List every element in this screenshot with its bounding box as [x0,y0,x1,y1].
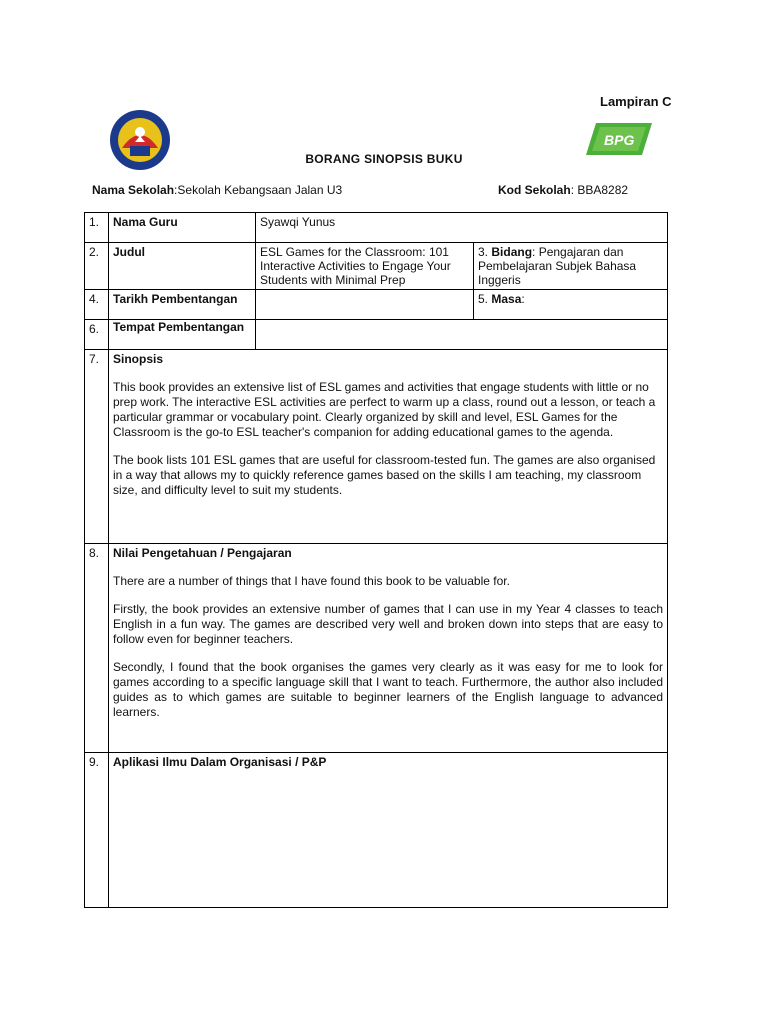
bpg-logo-text: BPG [604,132,635,148]
nilai-paragraph: There are a number of things that I have found this book to be valuable for. [113,574,510,588]
row-number: 1. [85,213,109,243]
row-number: 4. [85,290,109,320]
school-name-label: Nama Sekolah [92,183,175,197]
school-name-line: Nama Sekolah:Sekolah Kebangsaan Jalan U3 [92,183,343,197]
row-number: 6. [85,320,109,350]
school-name-value: Sekolah Kebangsaan Jalan U3 [177,183,343,197]
row-sinopsis [85,350,668,544]
masa-cell: 5. Masa: [474,290,668,320]
nilai-label: Nilai Pengetahuan / Pengajaran [113,546,292,560]
row-nama-guru [85,213,668,243]
row-number: 2. [85,243,109,290]
tarikh-label: Tarikh Pembentangan [109,290,256,320]
nilai-paragraph: Secondly, I found that the book organises the games very clearly as it was easy for me to look for games according to a specific language skill that I want to teach. Furthermore, the author also included guides as to which games are suitable to beginner learners of the English language to advanced learners. [113,660,664,719]
row-tempat [85,320,668,350]
tempat-value [256,320,668,350]
lampiran-label: Lampiran C [600,94,672,109]
row-number: 5. [478,292,489,306]
judul-label: Judul [109,243,256,290]
tarikh-value [256,290,474,320]
form-title: BORANG SINOPSIS BUKU [305,152,463,166]
judul-value: ESL Games for the Classroom: 101 Interactive Activities to Engage Your Students with Minimal Prep [256,243,474,290]
row-number: 3. [478,245,489,259]
bidang-value: Pengajaran dan Pembelajaran Subjek Bahasa Inggeris [478,245,637,287]
sinopsis-paragraph: The book lists 101 ESL games that are useful for classroom-tested fun. The games are also organised in a way that allows my to quickly reference games based on the skills I am teaching, my classroom size, and difficulty level to suit my students. [113,453,656,497]
row-nilai [85,544,668,753]
row-number: 9. [85,753,109,908]
row-aplikasi [85,753,668,908]
sinopsis-paragraph: This book provides an extensive list of ESL games and activities that engage students with little or no prep work. The interactive ESL activities are perfect to warm up a class, round out a lesson, or teach a particular grammar or vocabulary point. Clearly organized by skill and level, ESL Games for the Classroom is the go-to ESL teacher's companion for adding educational games to the agenda. [113,380,656,439]
masa-label: Masa [491,292,522,306]
aplikasi-cell [109,753,668,908]
nilai-cell [109,544,668,753]
synopsis-form-table [84,212,668,908]
school-code-label: Kod Sekolah [498,183,571,197]
school-code-line: Kod Sekolah: BBA8282 [498,183,629,197]
school-code-value: BBA8282 [577,183,629,197]
sinopsis-cell [109,350,668,544]
aplikasi-label: Aplikasi Ilmu Dalam Organisasi / P&P [113,755,327,769]
bidang-cell: 3. Bidang: Pengajaran dan Pembelajaran Subjek Bahasa Inggeris [474,243,668,290]
sinopsis-label: Sinopsis [113,352,164,366]
row-tarikh [85,290,668,320]
row-number: 8. [85,544,109,753]
row-number: 7. [85,350,109,544]
nama-guru-label: Nama Guru [109,213,256,243]
tempat-label: Tempat Pembentangan [109,320,256,350]
row-judul [85,243,668,290]
nilai-paragraph: Firstly, the book provides an extensive number of games that I can use in my Year 4 classes to teach English in a fun way. The games are described very well and broken down into steps that are easy to follow even for beginner teachers. [113,602,664,646]
nama-guru-value: Syawqi Yunus [256,213,668,243]
bidang-label: Bidang [491,245,533,259]
